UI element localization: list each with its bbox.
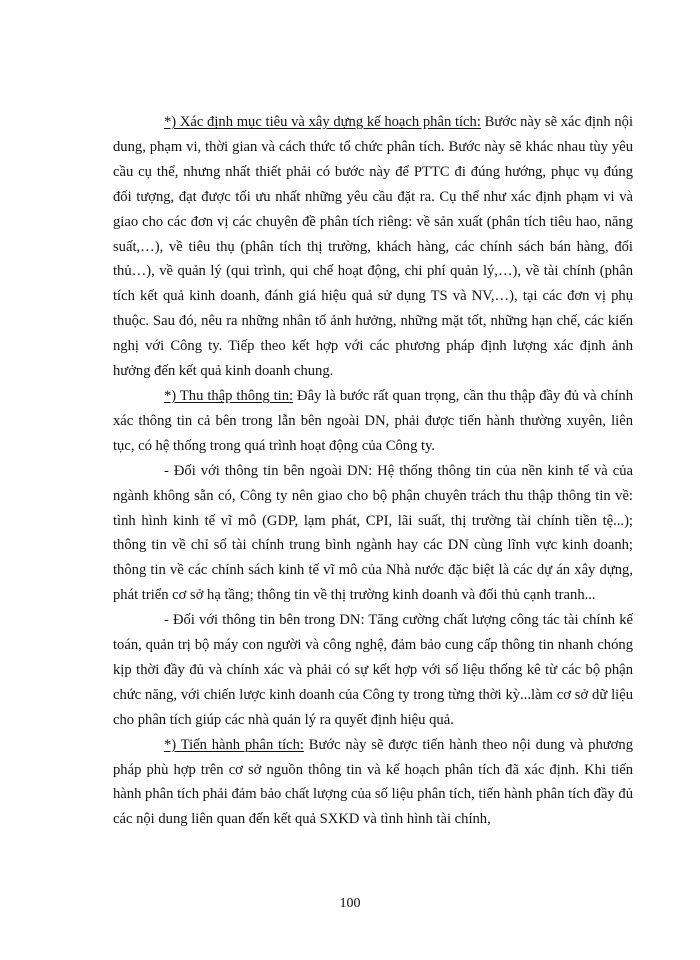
paragraph-internal-info	[113, 608, 633, 733]
document-body	[113, 110, 633, 832]
paragraph-heading: *) Thu thập thông tin:	[164, 387, 294, 404]
paragraph-text: Bước này sẽ được tiến hành theo nội dung và phương pháp phù hợp trên cơ sở nguồn thông tin và kế hoạch phân tích đã xác định. Khi tiến hành phân tích phải đảm bảo chất lượng của số liệu phân tích, tiến hành phân tích đầy đủ các nội dung liên quan đến kết quả SXKD và tình hình tài chính,	[113, 736, 633, 828]
paragraph-external-info	[113, 459, 633, 608]
page-number: 100	[339, 896, 361, 911]
paragraph-text: - Đối với thông tin bên trong DN: Tăng cường chất lượng công tác tài chính kế toán, quản trị bộ máy con người và công nghệ, đảm bảo cung cấp thông tin nhanh chóng kịp thời đầy đủ và chính xác và phải có sự kết hợp với số liệu thống kê từ các bộ phận chức năng, với chiến lược kinh doanh của Công ty trong từng thời kỳ...làm cơ sở dữ liệu cho phân tích giúp các nhà quản lý ra quyết định hiệu quả.	[113, 612, 633, 728]
paragraph-analysis	[113, 733, 633, 833]
paragraph-text: - Đối với thông tin bên ngoài DN: Hệ thống thông tin của nền kinh tế và của ngành không sẵn có, Công ty nên giao cho bộ phận chuyên trách thu thập thông tin về: tình hình kinh tế vĩ mô (GDP, lạm phát, CPI, lãi suất, thị trường tài chính tiền tệ...); thông tin về chỉ số tài chính trung bình ngành hay các DN cùng lĩnh vực kinh doanh; thông tin về các chính sách kinh tế vĩ mô của Nhà nước đặc biệt là các dự án xây dựng, phát triển cơ sở hạ tầng; thông tin về thị trường kinh doanh và đối thủ cạnh tranh...	[113, 462, 633, 604]
paragraph-text: Bước này sẽ xác định nội dung, phạm vi, thời gian và cách thức tổ chức phân tích. Bước này sẽ khác nhau tùy yêu cầu cụ thể, nhưng nhất thiết phải có bước này để PTTC đi đúng hướng, phục vụ đúng đối tượng, đạt được tối ưu nhất những yêu cầu đặt ra. Cụ thể như xác định phạm vi và giao cho các đơn vị các chuyên đề phân tích riêng: về sản xuất (phân tích tiêu hao, năng suất,…), về tiêu thụ (phân tích thị trường, khách hàng, các chính sách bán hàng, đối thủ…), về quản lý (qui trình, qui chế hoạt động, chi phí quản lý,…), về tài chính (phân tích kết quả kinh doanh, đánh giá hiệu quả sử dụng TS và NV,…), tại các đơn vị phụ thuộc. Sau đó, nêu ra những nhân tố ảnh hưởng, những mặt tốt, những hạn chế, các kiến nghị với Công ty. Tiếp theo kết hợp với các phương pháp định lượng xác định ảnh hưởng đến kết quả kinh doanh chung.	[113, 114, 634, 380]
paragraph-heading: *) Tiến hành phân tích:	[164, 736, 304, 753]
paragraph-text: Đây là bước rất quan trọng, cần thu thập đầy đủ và chính xác thông tin cả bên trong lẫn bên ngoài DN, phải được tiến hành thường xuyên, liên tục, có hệ thống trong quá trình hoạt động của Công ty.	[113, 387, 633, 454]
paragraph-collect-info	[113, 384, 633, 459]
paragraph-objectives	[113, 110, 633, 384]
paragraph-heading: *) Xác định mục tiêu và xây dựng kế hoạch phân tích:	[164, 114, 481, 130]
